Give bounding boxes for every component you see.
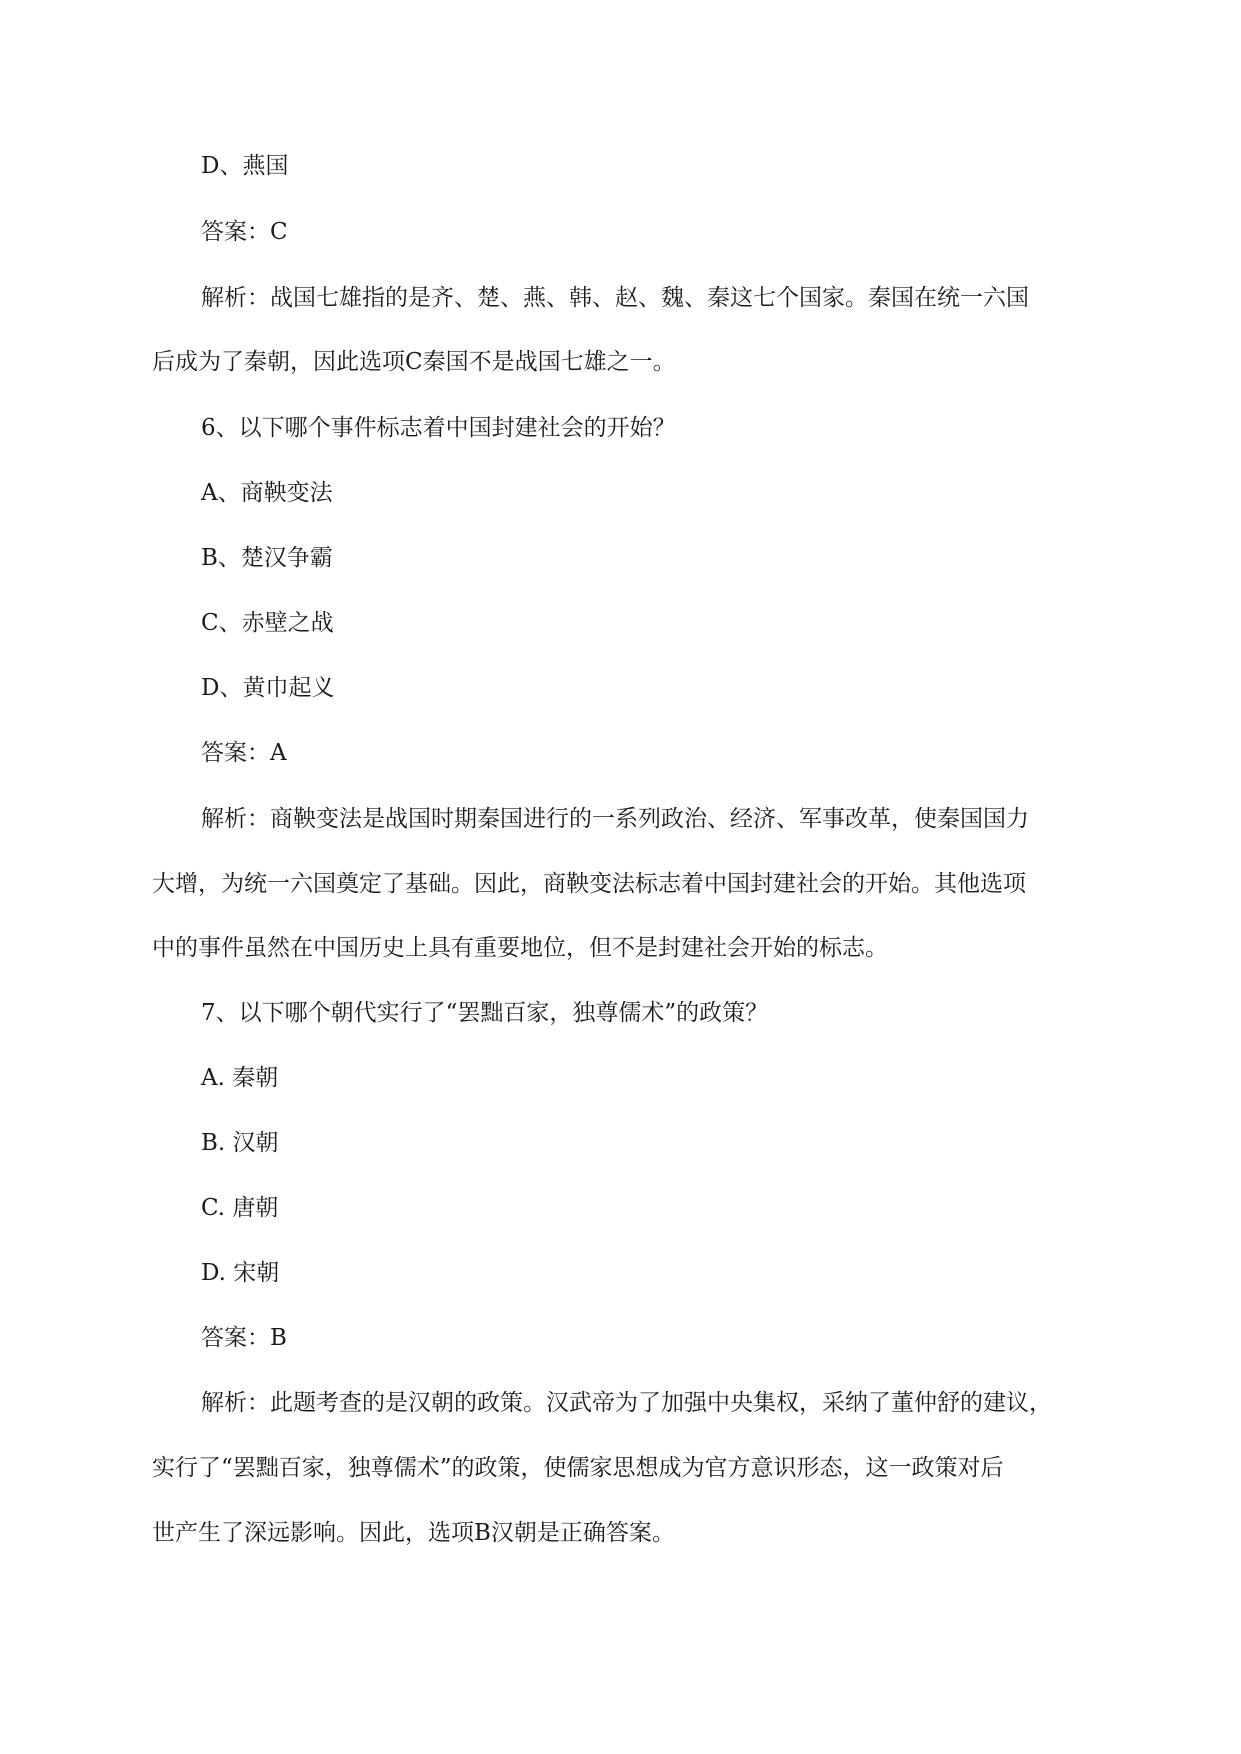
q7-question: 7、以下哪个朝代实行了“罢黜百家，独尊儒术”的政策？ — [201, 1000, 769, 1026]
q7-option-c: C. 唐朝 — [201, 1195, 279, 1221]
q6-option-c: C、赤壁之战 — [201, 610, 334, 636]
q7-explanation-line-1: 解析：此题考查的是汉朝的政策。汉武帝为了加强中央集权，采纳了董仲舒的建议， — [201, 1390, 1052, 1416]
q6-option-d: D、黄巾起义 — [201, 675, 335, 701]
q6-option-b: B、楚汉争霸 — [201, 545, 333, 571]
q7-option-d: D. 宋朝 — [201, 1260, 280, 1286]
q5-option-d: D、燕国 — [201, 153, 289, 179]
q5-answer: 答案：C — [201, 219, 288, 245]
q7-option-a: A. 秦朝 — [201, 1065, 279, 1091]
q6-explanation-line-3: 中的事件虽然在中国历史上具有重要地位，但不是封建社会开始的标志。 — [152, 935, 888, 961]
q6-explanation-line-1: 解析：商鞅变法是战国时期秦国进行的一系列政治、经济、军事改革，使秦国国力 — [201, 806, 1029, 832]
q7-explanation-line-2: 实行了“罢黜百家，独尊儒术”的政策，使儒家思想成为官方意识形态，这一政策对后 — [152, 1455, 1004, 1481]
q5-explanation-line-2: 后成为了秦朝，因此选项C秦国不是战国七雄之一。 — [152, 349, 676, 375]
q6-answer: 答案：A — [201, 740, 287, 766]
q7-explanation-line-3: 世产生了深远影响。因此，选项B汉朝是正确答案。 — [152, 1520, 675, 1546]
q5-explanation-line-1: 解析：战国七雄指的是齐、楚、燕、韩、赵、魏、秦这七个国家。秦国在统一六国 — [201, 285, 1029, 311]
q7-answer: 答案：B — [201, 1325, 287, 1351]
q7-option-b: B. 汉朝 — [201, 1130, 279, 1156]
q6-explanation-line-2: 大增，为统一六国奠定了基础。因此，商鞅变法标志着中国封建社会的开始。其他选项 — [152, 871, 1026, 897]
q6-option-a: A、商鞅变法 — [201, 480, 333, 506]
q6-question: 6、以下哪个事件标志着中国封建社会的开始？ — [201, 415, 676, 441]
